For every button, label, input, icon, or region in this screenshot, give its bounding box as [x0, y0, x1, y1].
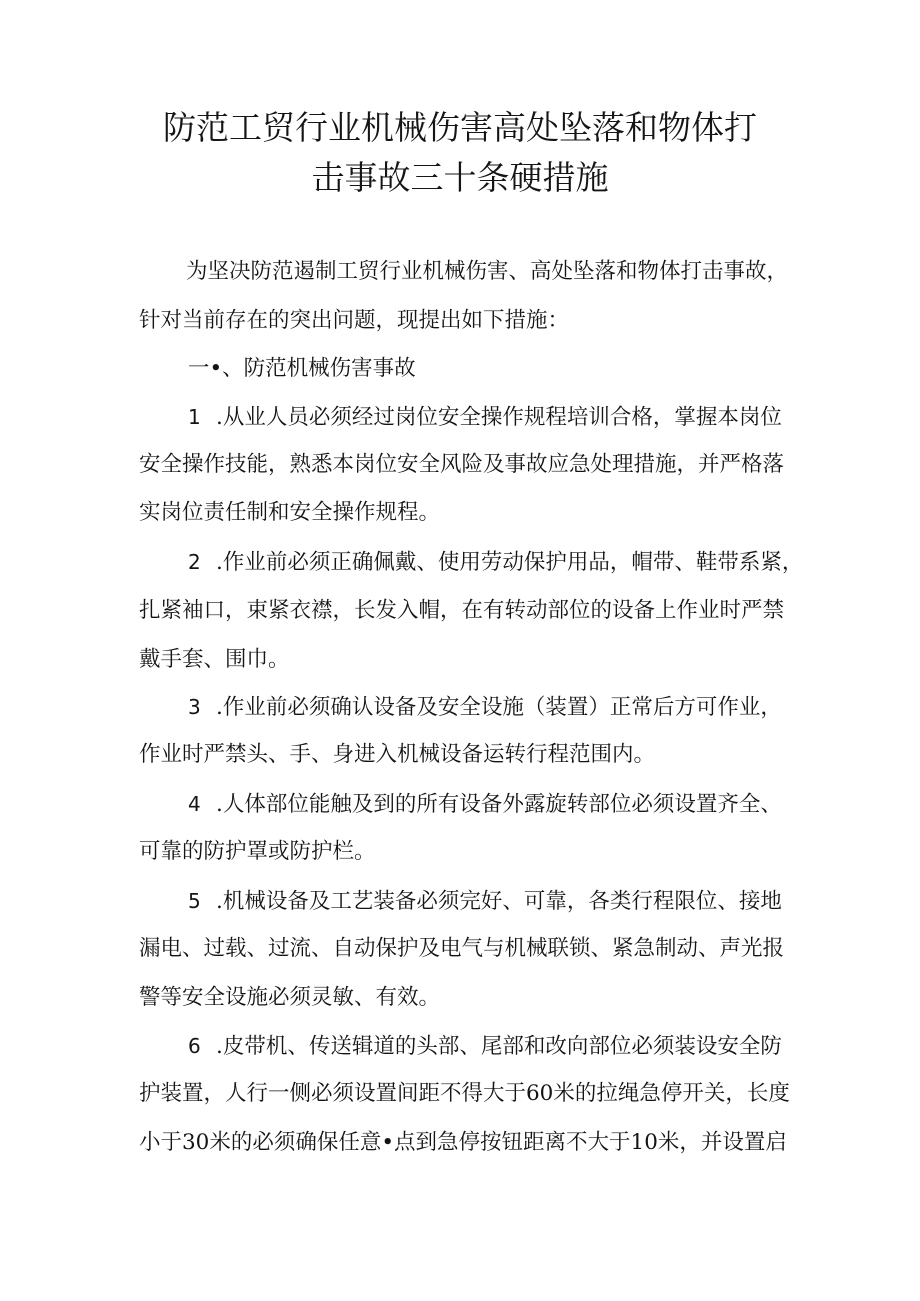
item-number: 1 — [188, 405, 201, 429]
item-5-line-3: 警等安全设施必须灵敏、有效。 — [139, 985, 441, 1010]
document-title-line-1: 防范工贸行业机械伤害高处坠落和物体打 — [163, 108, 757, 147]
item-4-line-2: 可靠的防护罩或防护栏。 — [139, 839, 376, 864]
intro-line-2: 针对当前存在的突出问题，现提出如下措施： — [139, 308, 570, 333]
item-text: .人体部位能触及到的所有设备外露旋转部位必须设置齐全、 — [216, 792, 782, 817]
item-1-line-2: 安全操作技能，熟悉本岗位安全风险及事故应急处理措施，并严格落 — [139, 452, 785, 477]
item-number: 6 — [188, 1034, 201, 1058]
item-2-line-3: 戴手套、围巾。 — [139, 647, 290, 672]
item-1-line-3: 实岗位责任制和安全操作规程。 — [139, 500, 441, 525]
item-number: 3 — [188, 695, 201, 719]
item-2-first-line — [188, 547, 803, 578]
item-number: 4 — [188, 792, 201, 816]
item-2-line-2: 扎紧袖口，束紧衣襟，长发入帽，在有转动部位的设备上作业时严禁 — [139, 598, 785, 623]
section-heading-1: 一•、防范机械伤害事故 — [188, 356, 416, 381]
item-3-line-2: 作业时严禁头、手、身进入机械设备运转行程范围内。 — [139, 742, 656, 767]
item-6-line-3: 小于30米的必须确保任意•点到急停按钮距离不大于10米，并设置启 — [139, 1130, 787, 1155]
item-text: .作业前必须正确佩戴、使用劳动保护用品，帽带、鞋带系紧， — [216, 550, 804, 575]
item-number: 5 — [188, 889, 201, 913]
item-text: .从业人员必须经过岗位安全操作规程培训合格，掌握本岗位 — [216, 405, 782, 430]
item-text: .皮带机、传送辑道的头部、尾部和改向部位必须装设安全防 — [216, 1034, 782, 1059]
item-text: .作业前必须确认设备及安全设施（装置）正常后方可作业， — [216, 695, 782, 720]
item-5-first-line — [188, 886, 782, 917]
item-5-line-2: 漏电、过载、过流、自动保护及电气与机械联锁、紧急制动、声光报 — [139, 936, 785, 961]
item-1-first-line — [188, 402, 782, 433]
document-title-line-2: 击事故三十条硬措施 — [311, 158, 609, 197]
item-text: .机械设备及工艺装备必须完好、可靠，各类行程限位、接地 — [216, 889, 782, 914]
item-6-first-line — [188, 1031, 782, 1062]
intro-line-1: 为坚决防范遏制工贸行业机械伤害、高处坠落和物体打击事故， — [186, 259, 789, 284]
item-6-line-2: 护装置，人行一侧必须设置间距不得大于60米的拉绳急停开关，长度 — [139, 1081, 790, 1106]
item-number: 2 — [188, 550, 201, 574]
item-3-first-line — [188, 692, 782, 723]
item-4-first-line — [188, 789, 782, 820]
